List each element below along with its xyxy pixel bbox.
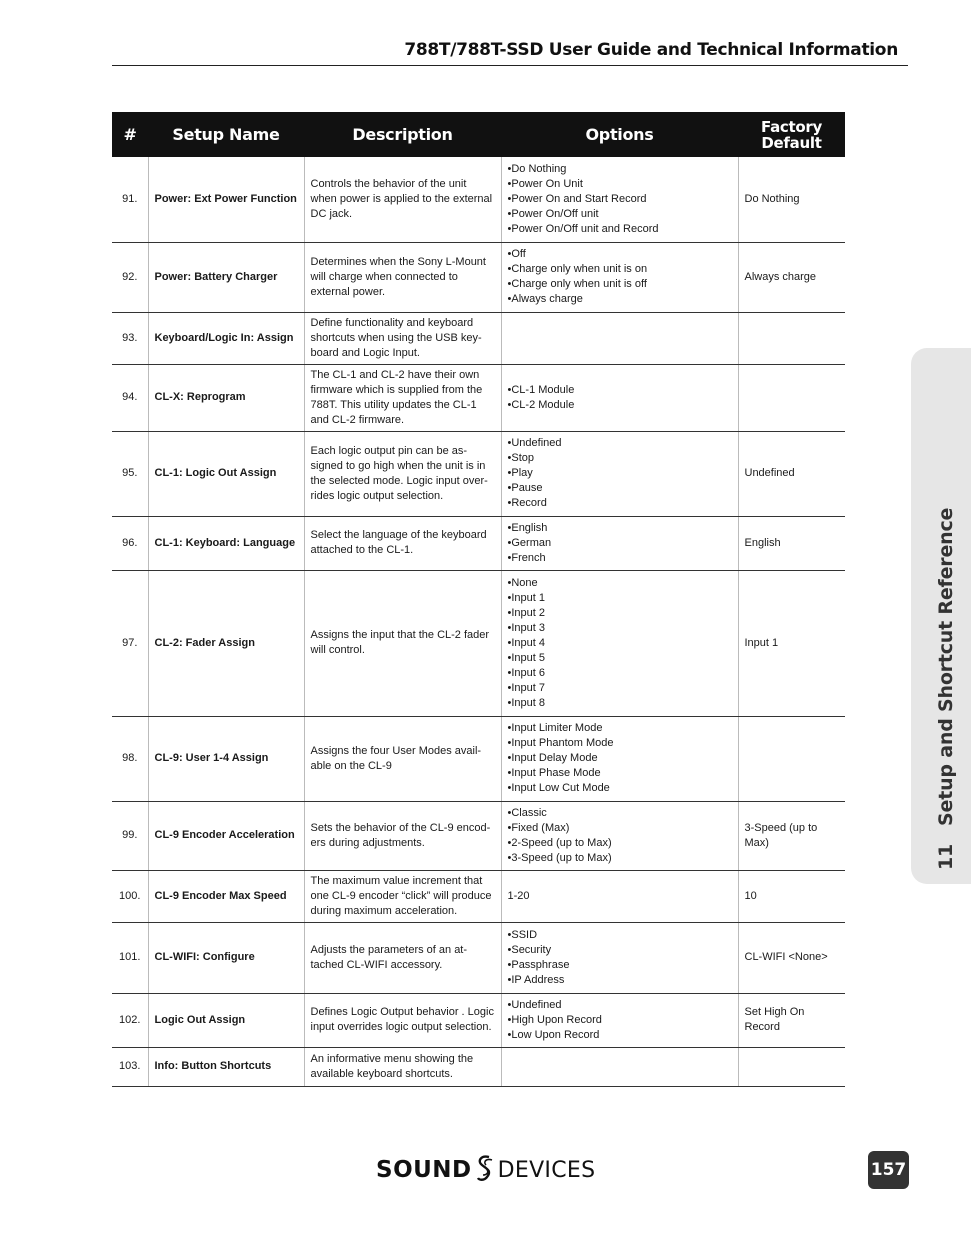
row-number: 103. bbox=[112, 1047, 148, 1086]
description-cell: Define functionality and keyboard shortcuts when using the USB key-board and Logic Input. bbox=[304, 312, 501, 364]
option-item: •Undefined bbox=[507, 998, 562, 1011]
description-cell: Assigns the input that the CL-2 fader will control. bbox=[304, 570, 501, 716]
option-item: •Input 3 bbox=[507, 621, 545, 634]
options-cell bbox=[501, 157, 738, 242]
table-row bbox=[112, 1047, 845, 1086]
option-item: •Power On and Start Record bbox=[507, 192, 647, 205]
factory-default-cell: Input 1 bbox=[738, 570, 845, 716]
table-row bbox=[112, 870, 845, 922]
option-item: •Input 5 bbox=[507, 651, 545, 664]
options-cell bbox=[501, 312, 738, 364]
column-header-options: Options bbox=[501, 112, 738, 157]
factory-default-cell: Always charge bbox=[738, 242, 845, 312]
option-item: •Input Limiter Mode bbox=[507, 722, 603, 734]
option-item: •Play bbox=[507, 467, 533, 479]
option-item: •Input 7 bbox=[507, 681, 545, 694]
setup-name-cell: CL-9 Encoder Max Speed bbox=[148, 870, 304, 922]
option-item: •2-Speed (up to Max) bbox=[507, 836, 612, 849]
factory-default-cell: English bbox=[738, 516, 845, 570]
table-row bbox=[112, 716, 845, 801]
option-item: •Power On Unit bbox=[507, 177, 583, 190]
table-row bbox=[112, 570, 845, 716]
logo-swirl-icon bbox=[474, 1153, 496, 1187]
option-item: •Do Nothing bbox=[507, 162, 567, 175]
option-item: •Undefined bbox=[507, 437, 562, 449]
factory-label-line1: Factory bbox=[761, 117, 822, 136]
option-item: •3-Speed (up to Max) bbox=[507, 851, 612, 864]
options-cell bbox=[501, 516, 738, 570]
option-item: •Input 6 bbox=[507, 666, 545, 679]
factory-default-cell: 3-Speed (up to Max) bbox=[738, 801, 845, 870]
options-cell bbox=[501, 431, 738, 516]
option-item: •Input 1 bbox=[507, 591, 545, 604]
description-cell: Sets the behavior of the CL-9 encod-ers during adjustments. bbox=[304, 801, 501, 870]
option-item: •CL-1 Module bbox=[507, 383, 575, 396]
factory-default-cell bbox=[738, 312, 845, 364]
option-item: •Passphrase bbox=[507, 958, 570, 971]
row-number: 95. bbox=[112, 431, 148, 516]
chapter-number: 11 bbox=[935, 843, 957, 870]
option-item: •Input Phase Mode bbox=[507, 767, 601, 779]
factory-default-cell bbox=[738, 716, 845, 801]
option-item: •Input 4 bbox=[507, 636, 545, 649]
factory-label-line2: Default bbox=[761, 133, 822, 152]
option-item: •Power On/Off unit bbox=[507, 207, 599, 220]
logo-sound-text: SOUND bbox=[376, 1157, 472, 1183]
option-item: •Charge only when unit is on bbox=[507, 263, 648, 275]
setup-name-cell: CL-9 Encoder Acceleration bbox=[148, 801, 304, 870]
table-row bbox=[112, 922, 845, 993]
option-item: 1-20 bbox=[507, 889, 530, 902]
row-number: 92. bbox=[112, 242, 148, 312]
table-row bbox=[112, 157, 845, 242]
setup-name-cell: CL-X: Reprogram bbox=[148, 364, 304, 431]
row-number: 97. bbox=[112, 570, 148, 716]
factory-default-cell: Undefined bbox=[738, 431, 845, 516]
setup-name-cell: CL-1: Keyboard: Language bbox=[148, 516, 304, 570]
table-row bbox=[112, 993, 845, 1047]
setup-name-cell: Logic Out Assign bbox=[148, 993, 304, 1047]
table-row bbox=[112, 801, 845, 870]
option-item: •Pause bbox=[507, 482, 543, 494]
row-number: 100. bbox=[112, 870, 148, 922]
row-number: 96. bbox=[112, 516, 148, 570]
description-cell: Assigns the four User Modes avail-able on the CL-9 bbox=[304, 716, 501, 801]
option-item: •Stop bbox=[507, 452, 534, 464]
table-body bbox=[112, 157, 845, 1086]
options-cell bbox=[501, 1047, 738, 1086]
setup-name-cell: Keyboard/Logic In: Assign bbox=[148, 312, 304, 364]
column-header-factory-default bbox=[738, 112, 845, 157]
option-item: •German bbox=[507, 536, 552, 549]
option-item: •Off bbox=[507, 248, 526, 260]
option-item: •Input 2 bbox=[507, 606, 545, 619]
page-number: 157 bbox=[868, 1151, 909, 1189]
option-item: •IP Address bbox=[507, 973, 565, 986]
row-number: 94. bbox=[112, 364, 148, 431]
option-item: •Low Upon Record bbox=[507, 1028, 600, 1041]
option-item: •Input 8 bbox=[507, 696, 545, 709]
setup-name-cell: CL-9: User 1-4 Assign bbox=[148, 716, 304, 801]
row-number: 99. bbox=[112, 801, 148, 870]
option-item: •Classic bbox=[507, 806, 547, 819]
description-cell: An informative menu showing the available keyboard shortcuts. bbox=[304, 1047, 501, 1086]
option-item: •Security bbox=[507, 943, 552, 956]
table-row bbox=[112, 312, 845, 364]
option-item: •Charge only when unit is off bbox=[507, 278, 647, 290]
option-item: •High Upon Record bbox=[507, 1013, 602, 1026]
option-item: •SSID bbox=[507, 928, 538, 941]
page-header-title: 788T/788T-SSD User Guide and Technical Information bbox=[404, 40, 898, 60]
options-cell bbox=[501, 364, 738, 431]
table-row bbox=[112, 431, 845, 516]
factory-default-cell: CL-WIFI <None> bbox=[738, 922, 845, 993]
column-header-setup-name: Setup Name bbox=[148, 112, 304, 157]
setup-table bbox=[112, 112, 845, 1087]
table-row bbox=[112, 364, 845, 431]
option-item: •Fixed (Max) bbox=[507, 821, 570, 834]
options-cell bbox=[501, 716, 738, 801]
setup-name-cell: Power: Battery Charger bbox=[148, 242, 304, 312]
column-header-description: Description bbox=[304, 112, 501, 157]
options-cell bbox=[501, 922, 738, 993]
logo-devices-text: DEVICES bbox=[497, 1157, 596, 1183]
description-cell: Adjusts the parameters of an at-tached CL-WIFI accessory. bbox=[304, 922, 501, 993]
factory-default-cell: Set High On Record bbox=[738, 993, 845, 1047]
description-cell: Select the language of the keyboard attached to the CL-1. bbox=[304, 516, 501, 570]
factory-default-cell bbox=[738, 364, 845, 431]
column-header-number: # bbox=[112, 112, 148, 157]
option-item: •Input Low Cut Mode bbox=[507, 782, 610, 794]
factory-default-cell: Do Nothing bbox=[738, 157, 845, 242]
table-header-row bbox=[112, 112, 845, 157]
setup-name-cell: Info: Button Shortcuts bbox=[148, 1047, 304, 1086]
option-item: •French bbox=[507, 551, 546, 564]
description-cell: The CL-1 and CL-2 have their own firmware which is supplied from the 788T. This utility updates the CL-1 and CL-2 firmware. bbox=[304, 364, 501, 431]
options-cell bbox=[501, 993, 738, 1047]
options-cell bbox=[501, 801, 738, 870]
row-number: 98. bbox=[112, 716, 148, 801]
option-item: •Power On/Off unit and Record bbox=[507, 222, 659, 235]
table-row bbox=[112, 242, 845, 312]
setup-name-cell: CL-WIFI: Configure bbox=[148, 922, 304, 993]
option-item: •Input Phantom Mode bbox=[507, 737, 614, 749]
option-item: •English bbox=[507, 521, 548, 534]
row-number: 102. bbox=[112, 993, 148, 1047]
option-item: •Record bbox=[507, 497, 547, 509]
option-item: •Input Delay Mode bbox=[507, 752, 598, 764]
row-number: 91. bbox=[112, 157, 148, 242]
options-cell bbox=[501, 870, 738, 922]
description-cell: Controls the behavior of the unit when power is applied to the external DC jack. bbox=[304, 157, 501, 242]
description-cell: Each logic output pin can be as-signed to go high when the unit is in the selected mode. Logic input over-rides logic output selection. bbox=[304, 431, 501, 516]
option-item: •CL-2 Module bbox=[507, 398, 575, 411]
factory-default-cell bbox=[738, 1047, 845, 1086]
setup-name-cell: CL-2: Fader Assign bbox=[148, 570, 304, 716]
options-cell bbox=[501, 242, 738, 312]
description-cell: Determines when the Sony L-Mount will charge when connected to external power. bbox=[304, 242, 501, 312]
description-cell: The maximum value increment that one CL-9 encoder “click” will produce during maximum acceleration. bbox=[304, 870, 501, 922]
options-cell bbox=[501, 570, 738, 716]
header-rule bbox=[112, 65, 908, 66]
sound-devices-logo bbox=[376, 1154, 595, 1186]
option-item: •None bbox=[507, 576, 538, 589]
option-item: •Always charge bbox=[507, 293, 583, 305]
row-number: 101. bbox=[112, 922, 148, 993]
factory-default-cell: 10 bbox=[738, 870, 845, 922]
chapter-title: Setup and Shortcut Reference bbox=[935, 507, 957, 826]
description-cell: Defines Logic Output behavior . Logic input overrides logic output selection. bbox=[304, 993, 501, 1047]
setup-name-cell: Power: Ext Power Function bbox=[148, 157, 304, 242]
setup-name-cell: CL-1: Logic Out Assign bbox=[148, 431, 304, 516]
chapter-side-tab bbox=[911, 348, 971, 884]
table-row bbox=[112, 516, 845, 570]
row-number: 93. bbox=[112, 312, 148, 364]
